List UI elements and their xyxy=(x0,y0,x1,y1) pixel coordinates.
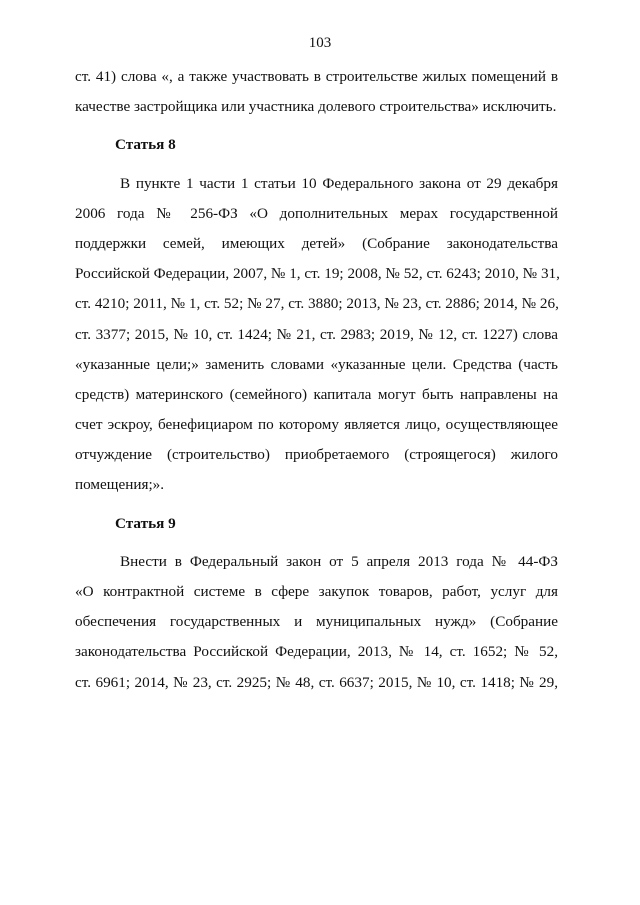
text-line: счет эскроу, бенефициаром по которому является лицо, осуществляющее xyxy=(75,416,558,434)
text-line: отчуждение (строительство) приобретаемого (строящегося) жилого xyxy=(75,446,558,464)
text-line: Внести в Федеральный закон от 5 апреля 2013 года № 44-ФЗ xyxy=(120,552,558,570)
text-line: помещения;». xyxy=(75,476,165,494)
text-line: обеспечения государственных и муниципальных нужд» (Собрание xyxy=(75,613,558,631)
text-line: В пункте 1 части 1 статьи 10 Федерального закона от 29 декабря xyxy=(120,174,558,192)
text-line: поддержки семей, имеющих детей» (Собрание законодательства xyxy=(75,234,558,252)
article-heading: Статья 9 xyxy=(115,514,176,532)
text-line: Российской Федерации, 2007, № 1, ст. 19; 2008, № 52, ст. 6243; 2010, № 31, xyxy=(75,265,560,283)
text-line: средств) материнского (семейного) капитала могут быть направлены на xyxy=(75,385,558,403)
text-line: ст. 4210; 2011, № 1, ст. 52; № 27, ст. 3880; 2013, № 23, ст. 2886; 2014, № 26, xyxy=(75,295,559,313)
text-line: 2006 года № 256-ФЗ «О дополнительных мерах государственной xyxy=(75,204,558,222)
text-line: законодательства Российской Федерации, 2013, № 14, ст. 1652; № 52, xyxy=(75,643,558,661)
text-line: «О контрактной системе в сфере закупок товаров, работ, услуг для xyxy=(75,583,558,600)
text-line: ст. 41) слова «, а также участвовать в строительстве жилых помещений в xyxy=(75,68,558,85)
text-line: ст. 3377; 2015, № 10, ст. 1424; № 21, ст. 2983; 2019, № 12, ст. 1227) слова xyxy=(75,325,558,343)
text-line: «указанные цели;» заменить словами «указанные цели. Средства (часть xyxy=(75,355,558,373)
document-body xyxy=(75,62,558,698)
text-line: качестве застройщика или участника долевого строительства» исключить. xyxy=(75,98,557,116)
text-line: ст. 6961; 2014, № 23, ст. 2925; № 48, ст. 6637; 2015, № 10, ст. 1418; № 29, xyxy=(75,673,558,691)
page-number: 103 xyxy=(308,35,332,51)
article-heading: Статья 8 xyxy=(115,136,176,154)
